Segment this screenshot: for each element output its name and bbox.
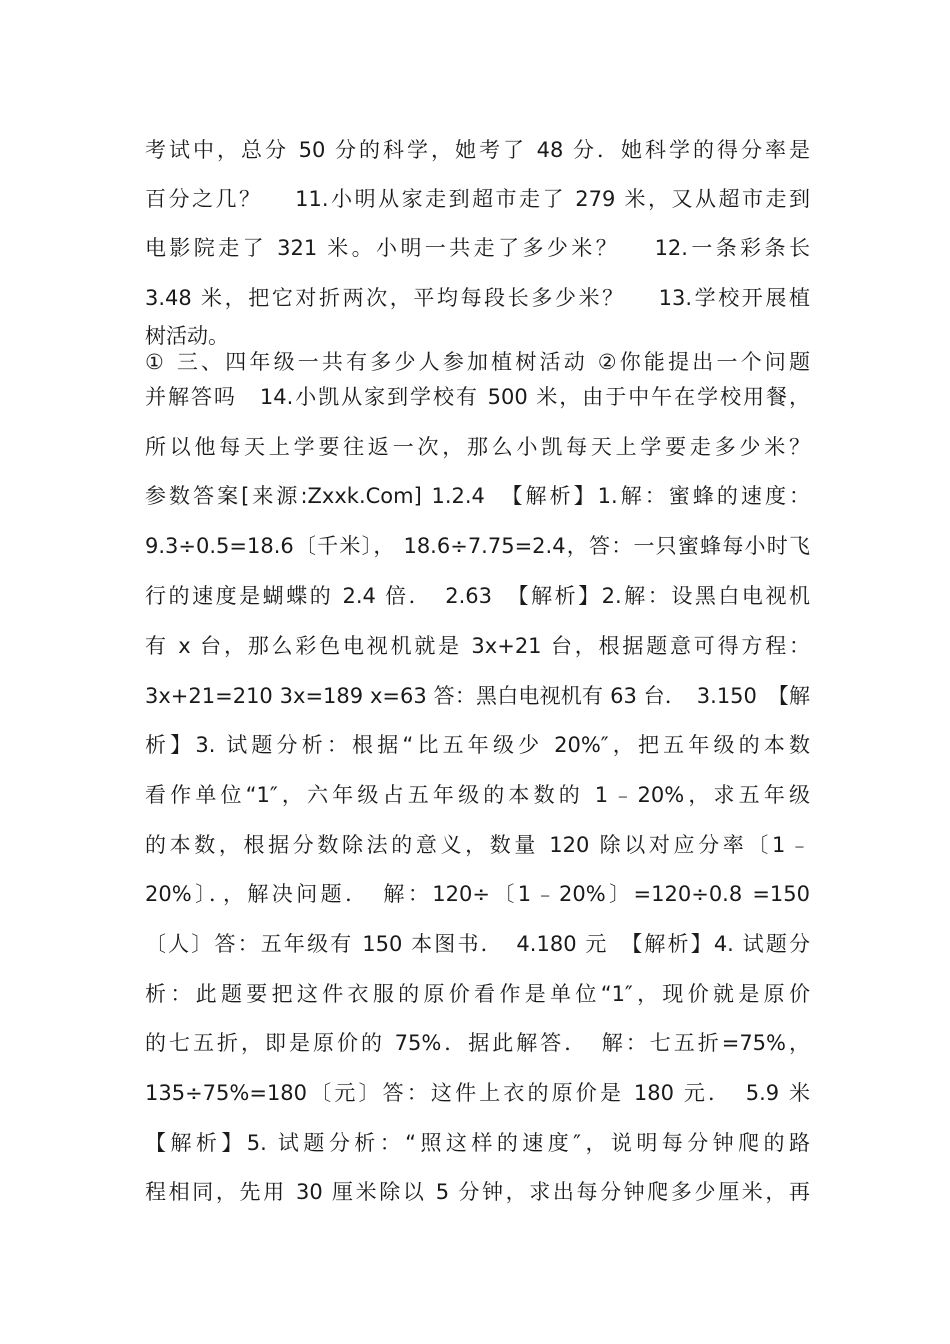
text-line-17: 20%〕．，解决问题． 解：120÷〔1﹣20%〕=120÷0.8 =150 <box>145 882 810 906</box>
text-line-19: 析：此题要把这件衣服的原价看作是单位“1″，现价就是原价 <box>145 982 810 1006</box>
text-line-7: 并解答吗 14.小凯从家到学校有 500 米，由于中午在学校用餐， <box>145 385 810 409</box>
text-line-3: 电影院走了 321 米。小明一共走了多少米？ 12.一条彩条长 <box>145 236 810 260</box>
text-line-2: 百分之几？ 11.小明从家走到超市走了 279 米，又从超市走到 <box>145 187 810 211</box>
text-line-8: 所以他每天上学要往返一次，那么小凯每天上学要走多少米？ <box>145 435 810 459</box>
text-line-11: 行的速度是蝴蝶的 2.4 倍． 2.63 【解析】2.解：设黑白电视机 <box>145 584 810 608</box>
text-line-22: 【解析】5. 试题分析：“照这样的速度″，说明每分钟爬的路 <box>145 1131 810 1155</box>
text-line-1: 考试中，总分 50 分的科学，她考了 48 分．她科学的得分率是 <box>145 138 810 162</box>
text-line-21: 135÷75%=180〔元〕答：这件上衣的原价是 180 元． 5.9 米 <box>145 1081 810 1105</box>
text-line-18: 〔人〕答：五年级有 150 本图书． 4.180 元 【解析】4. 试题分 <box>145 932 810 956</box>
text-line-23: 程相同，先用 30 厘米除以 5 分钟，求出每分钟爬多少厘米，再 <box>145 1180 810 1204</box>
text-line-6: ① 三、四年级一共有多少人参加植树活动 ②你能提出一个问题 <box>145 350 810 374</box>
text-line-14: 析】3. 试题分析：根据“比五年级少 20%″，把五年级的本数 <box>145 733 810 757</box>
text-line-15: 看作单位“1″，六年级占五年级的本数的 1﹣20%，求五年级 <box>145 783 810 807</box>
text-line-16: 的本数，根据分数除法的意义，数量 120 除以对应分率〔1﹣ <box>145 833 810 857</box>
text-line-4: 3.48 米，把它对折两次，平均每段长多少米？ 13.学校开展植 <box>145 286 810 310</box>
text-line-13: 3x+21=210 3x=189 x=63 答：黑白电视机有 63 台． 3.150 【解 <box>145 684 810 708</box>
text-line-10: 9.3÷0.5=18.6〔千米〕， 18.6÷7.75=2.4，答：一只蜜蜂每小时飞 <box>145 534 810 558</box>
text-line-12: 有 x 台，那么彩色电视机就是 3x+21 台，根据题意可得方程： <box>145 634 810 658</box>
text-line-5: 树活动。 <box>145 324 229 348</box>
text-line-20: 的七五折，即是原价的 75%．据此解答． 解：七五折=75%， <box>145 1031 810 1055</box>
text-line-9: 参数答案[来源:Zxxk.Com] 1.2.4 【解析】1.解：蜜蜂的速度： <box>145 484 810 508</box>
